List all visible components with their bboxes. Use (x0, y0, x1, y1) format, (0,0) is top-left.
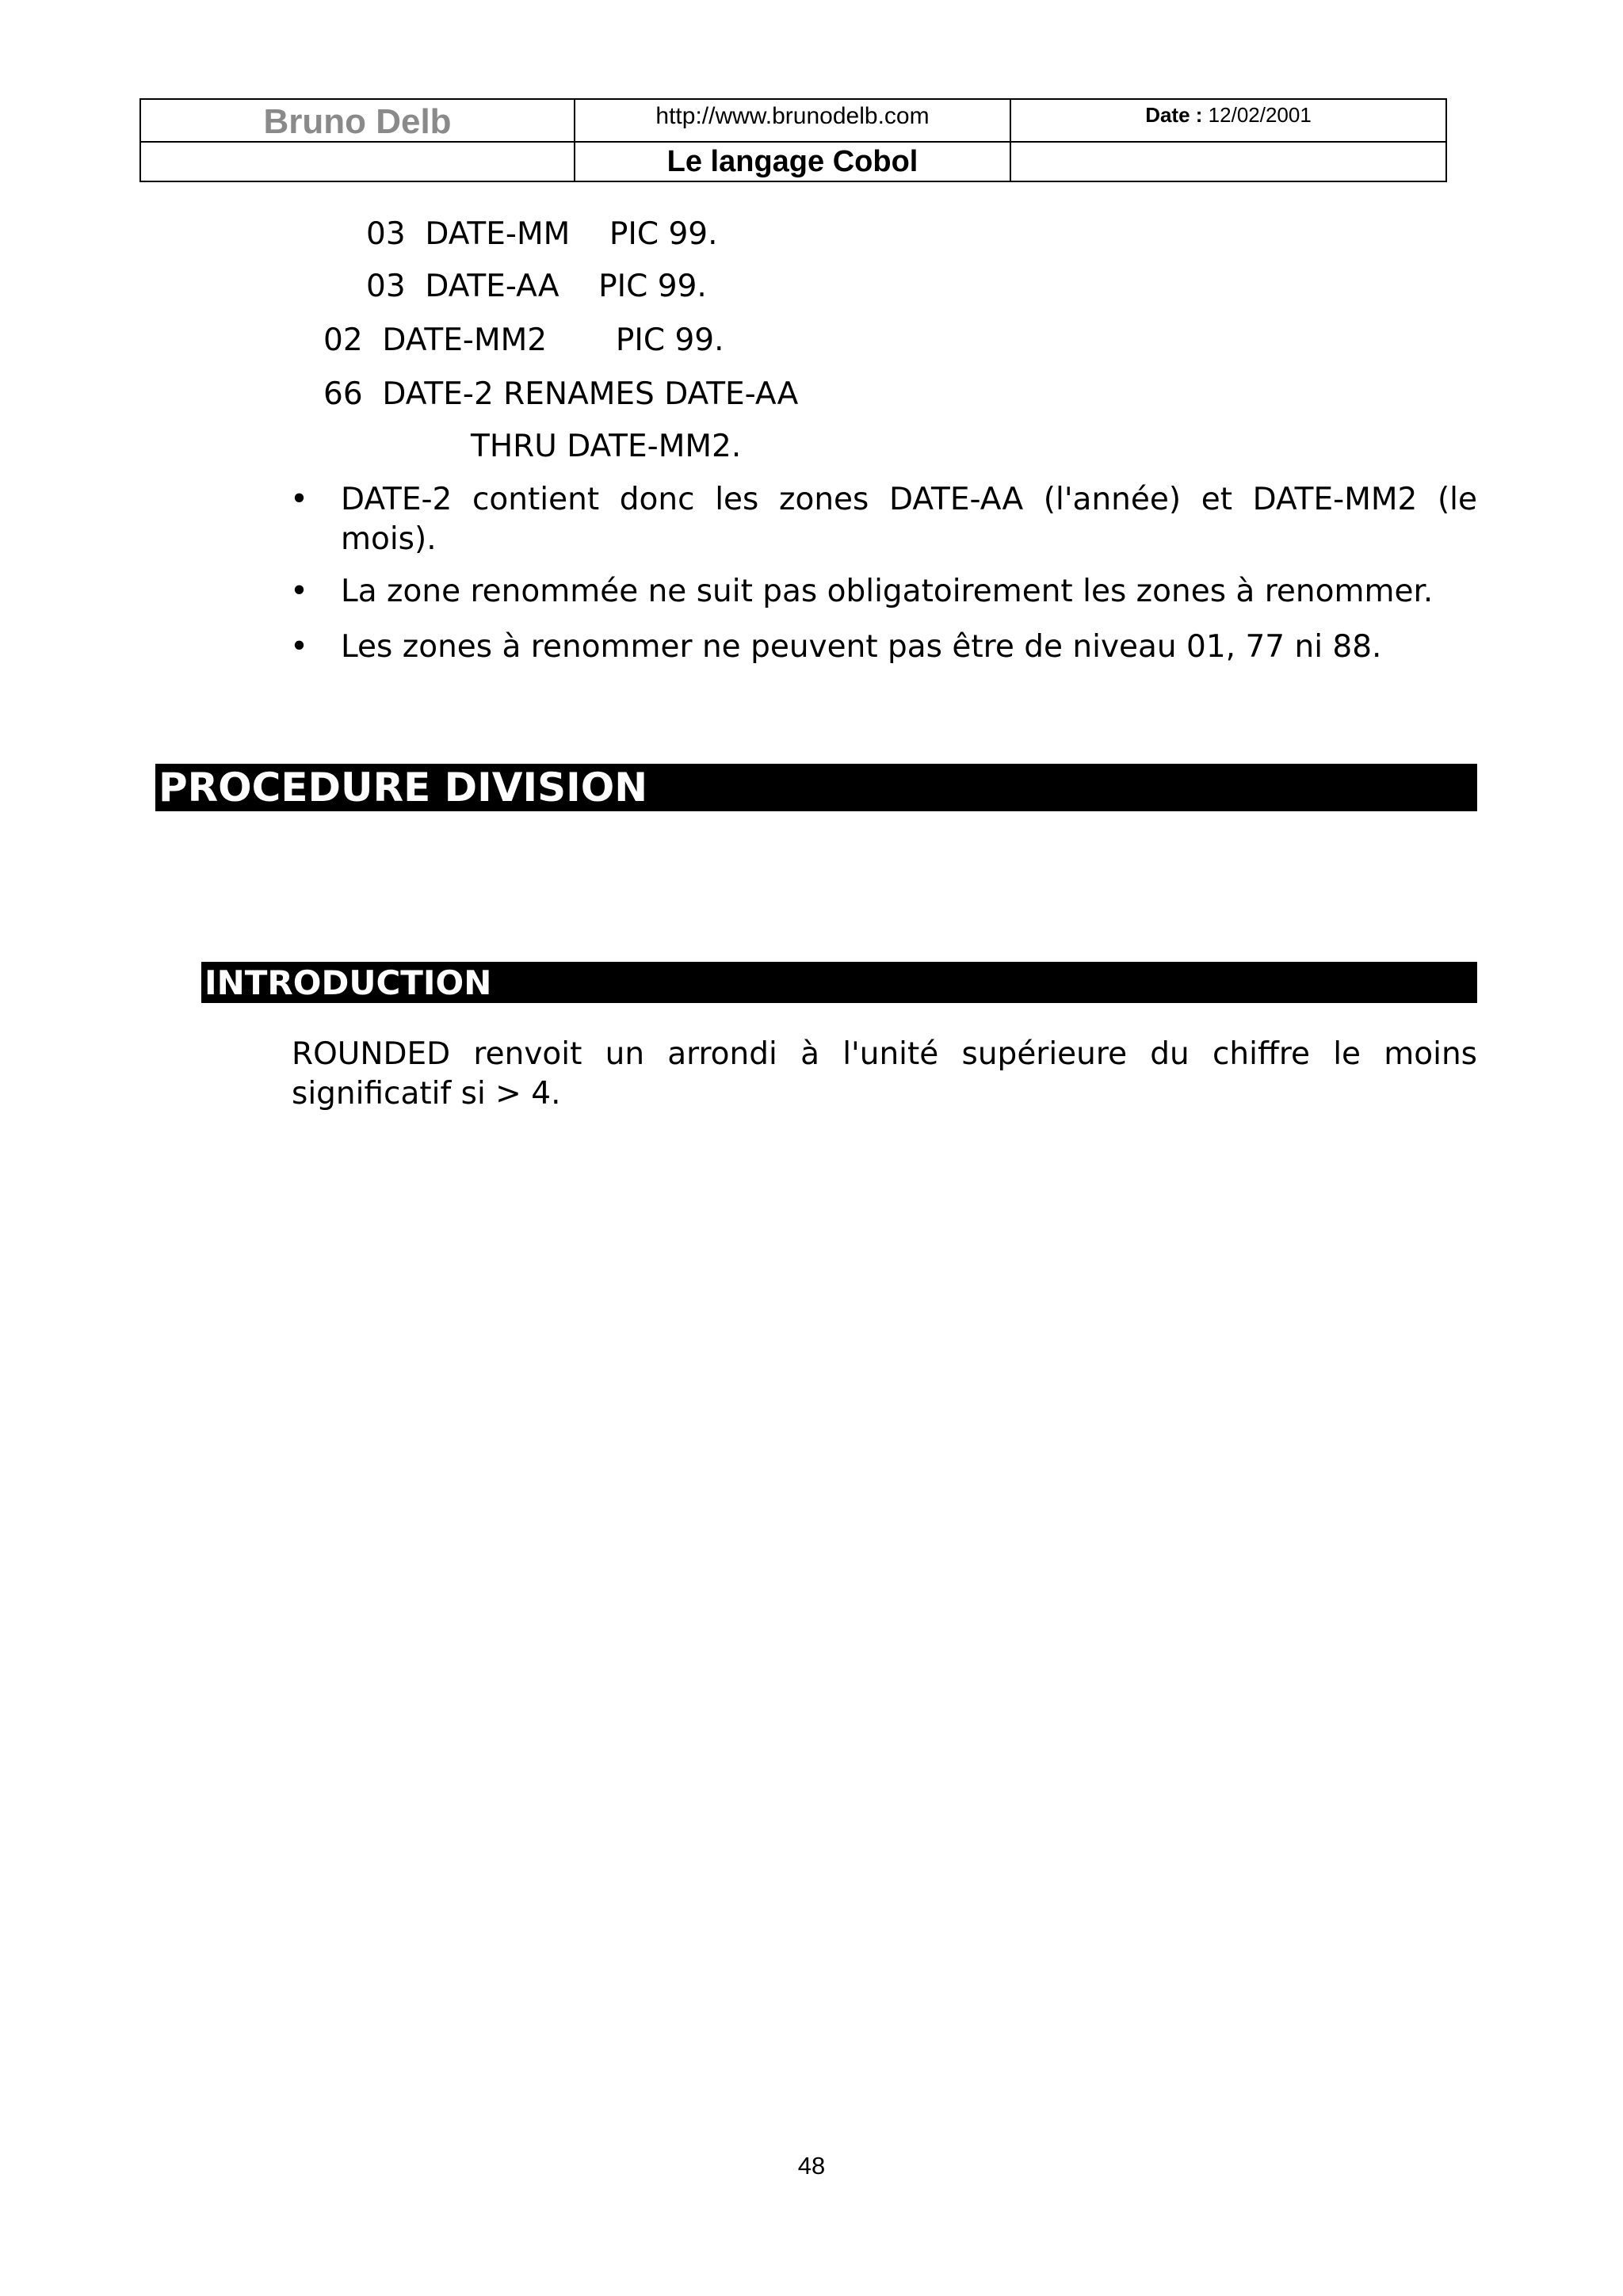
list-item (290, 480, 1477, 559)
list-item (290, 627, 1477, 667)
code-line: 03 DATE-MM PIC 99. (366, 216, 718, 252)
list-item (290, 572, 1477, 612)
list-item-text: La zone renommée ne suit pas obligatoirement les zones à renommer. (341, 574, 1434, 609)
header-title: Le langage Cobol (575, 143, 1011, 181)
subsection-heading: INTRODUCTION (201, 962, 1477, 1003)
section-heading: PROCEDURE DIVISION (155, 764, 1477, 811)
code-line: 02 DATE-MM2 PIC 99. (323, 322, 724, 358)
header-date-value: 12/02/2001 (1208, 103, 1312, 127)
page-number: 48 (797, 2152, 826, 2180)
list-item-text: DATE-2 contient donc les zones DATE-AA (l'année) et DATE-MM2 (le mois). (341, 482, 1477, 557)
header-author: Bruno Delb (141, 100, 575, 143)
header-date-label: Date : (1145, 103, 1203, 127)
bullet-icon: • (290, 574, 309, 609)
bullet-icon: • (290, 629, 309, 665)
header-empty-cell-left (141, 143, 575, 181)
list-item-text: Les zones à renommer ne peuvent pas être de niveau 01, 77 ni 88. (341, 629, 1382, 665)
body-paragraph: ROUNDED renvoit un arrondi à l'unité supérieure du chiffre le moins significatif si > 4. (292, 1036, 1477, 1112)
code-line: 66 DATE-2 RENAMES DATE-AA (323, 376, 799, 412)
code-line: THRU DATE-MM2. (471, 429, 742, 464)
header-url: http://www.brunodelb.com (575, 100, 1011, 143)
document-header (139, 98, 1447, 182)
code-line: 03 DATE-AA PIC 99. (366, 269, 707, 304)
header-empty-cell-right (1011, 143, 1445, 181)
header-date (1011, 100, 1445, 143)
bullet-icon: • (290, 482, 309, 517)
